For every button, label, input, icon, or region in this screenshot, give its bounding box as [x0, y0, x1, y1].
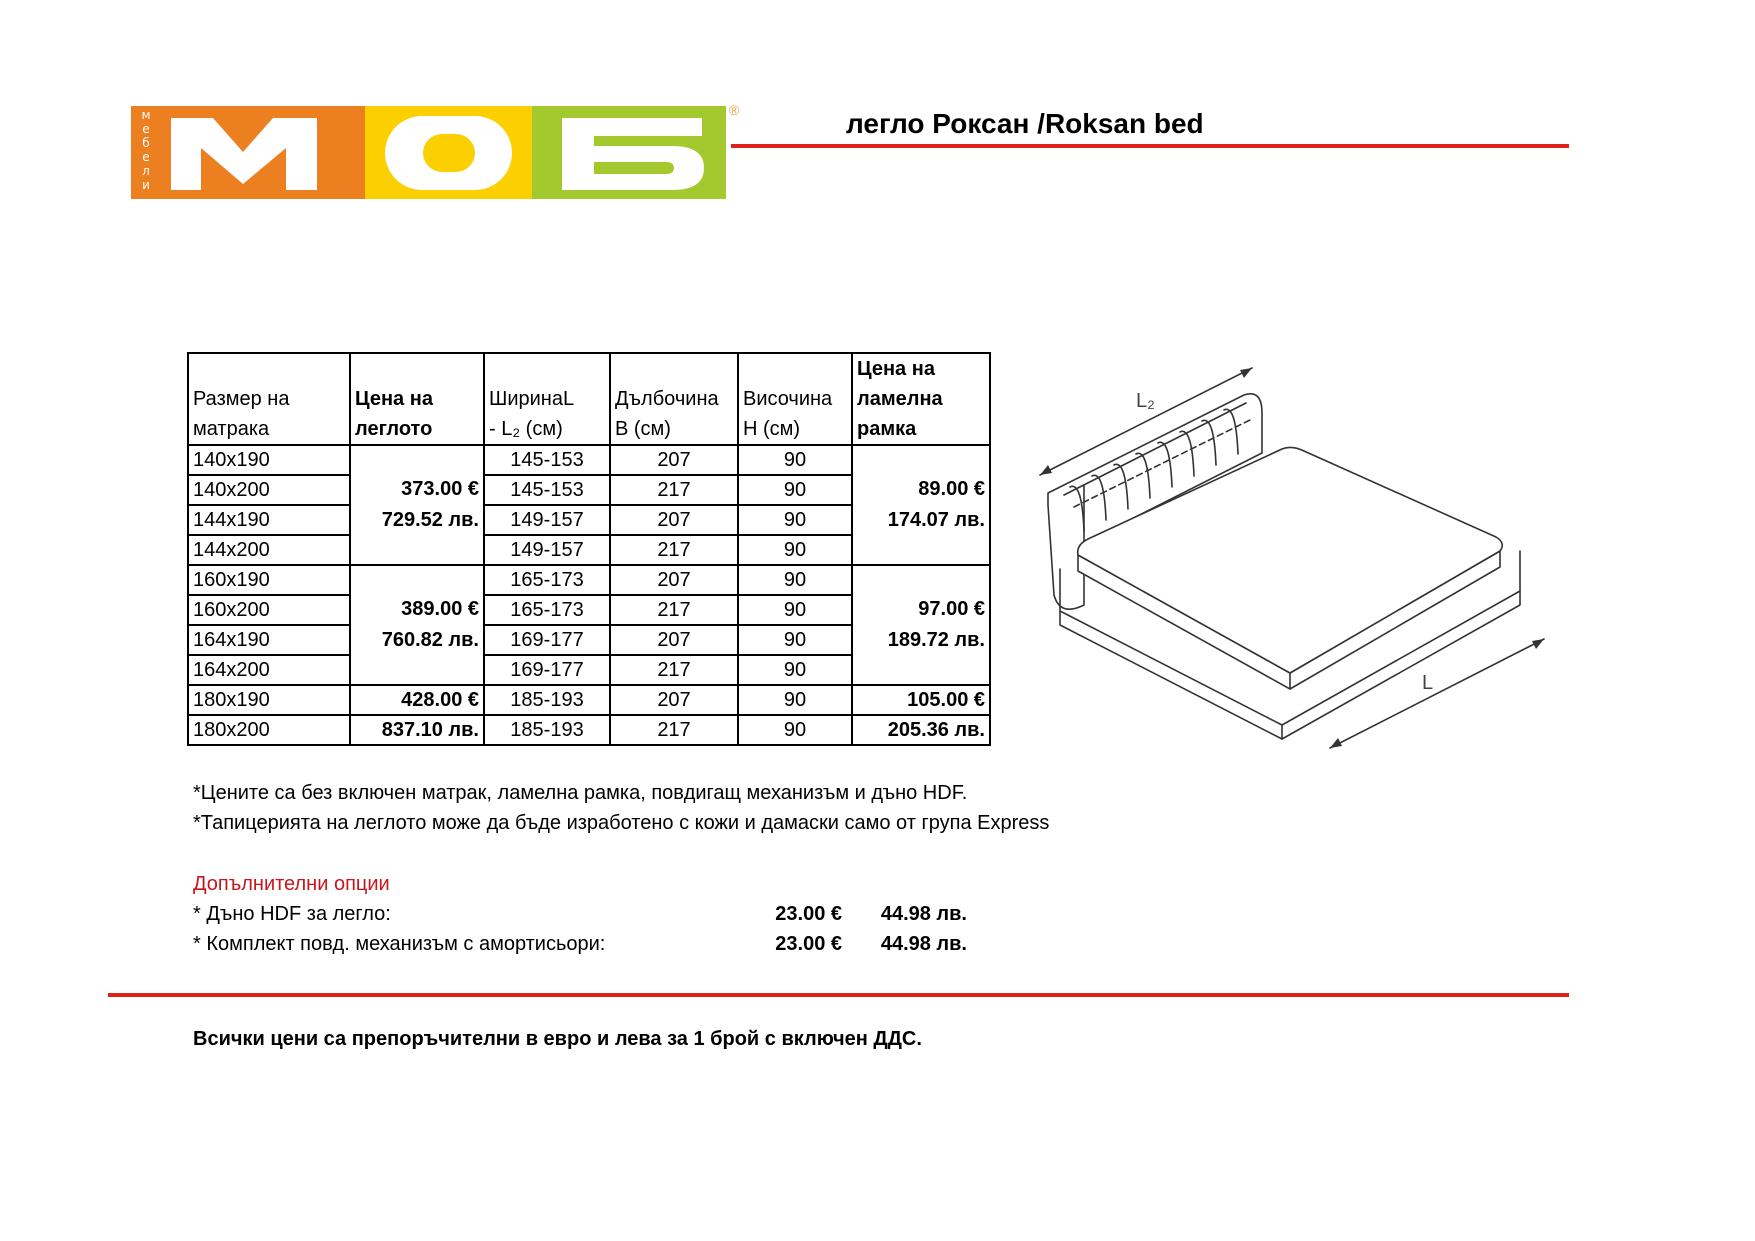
logo-green-block	[532, 106, 726, 199]
header-width: ШиринаL - L₂ (см)	[484, 353, 610, 445]
cell-size: 144x200	[188, 535, 350, 565]
cell-depth: 207	[610, 685, 738, 715]
header-height: Височина H (см)	[738, 353, 852, 445]
logo-letter-m	[131, 106, 365, 199]
option-row	[193, 933, 993, 959]
cell-height: 90	[738, 625, 852, 655]
option-price-bgn: 44.98 лв.	[880, 903, 967, 925]
cell-width: 185-193	[484, 715, 610, 745]
logo-orange-block	[131, 106, 365, 199]
cell-frame-price-eur: 105.00 €	[852, 685, 990, 715]
note-prices-exclusion: *Цените са без включен матрак, ламелна рамка, повдигащ механизъм и дъно HDF.	[193, 782, 968, 804]
label-l2: L₂	[1136, 390, 1155, 412]
cell-bed-price: 373.00 € 729.52 лв.	[350, 445, 484, 565]
logo-letter-o	[365, 106, 532, 199]
cell-bed-price-eur: 428.00 €	[350, 685, 484, 715]
cell-depth: 217	[610, 535, 738, 565]
header-frame-price: Цена на ламелна рамка	[852, 353, 990, 445]
note-upholstery: *Тапицерията на леглото може да бъде изработено с кожи и дамаски само от група Express	[193, 812, 1050, 834]
cell-frame-price: 89.00 € 174.07 лв.	[852, 445, 990, 565]
cell-depth: 217	[610, 475, 738, 505]
price-table	[187, 352, 991, 746]
cell-frame-price: 97.00 € 189.72 лв.	[852, 565, 990, 685]
cell-depth: 217	[610, 715, 738, 745]
cell-depth: 217	[610, 595, 738, 625]
cell-height: 90	[738, 445, 852, 475]
registered-mark: ®	[729, 102, 740, 118]
cell-frame-price-bgn: 205.36 лв.	[852, 715, 990, 745]
cell-size: 180x190	[188, 685, 350, 715]
cell-width: 169-177	[484, 655, 610, 685]
cell-size: 140x200	[188, 475, 350, 505]
dimension-line-l2	[1040, 368, 1252, 475]
logo-side-letter: е	[142, 122, 150, 136]
header-bed-price: Цена на леглото	[350, 353, 484, 445]
option-label: * Комплект повд. механизъм с амортисьори:	[193, 933, 606, 955]
logo-side-letter: и	[142, 178, 150, 192]
table-row	[188, 685, 990, 715]
cell-height: 90	[738, 535, 852, 565]
cell-width: 169-177	[484, 625, 610, 655]
cell-height: 90	[738, 565, 852, 595]
mattress-top	[1078, 447, 1503, 673]
cell-size: 180x200	[188, 715, 350, 745]
cell-width: 165-173	[484, 565, 610, 595]
page-title: легло Роксан /Roksan bed	[846, 108, 1204, 139]
header-size: Размер на матрака	[188, 353, 350, 445]
logo-side-letter: б	[142, 136, 150, 150]
cell-width: 185-193	[484, 685, 610, 715]
cell-size: 140x190	[188, 445, 350, 475]
table-row	[188, 565, 990, 595]
cell-width: 165-173	[484, 595, 610, 625]
cell-height: 90	[738, 595, 852, 625]
cell-height: 90	[738, 685, 852, 715]
cell-size: 164x190	[188, 625, 350, 655]
cell-size: 144x190	[188, 505, 350, 535]
cell-size: 160x190	[188, 565, 350, 595]
cell-depth: 207	[610, 505, 738, 535]
logo-letter-b	[532, 106, 726, 199]
logo-side-letter: е	[142, 150, 150, 164]
cell-width: 149-157	[484, 505, 610, 535]
logo-yellow-block	[365, 106, 532, 199]
cell-depth: 207	[610, 625, 738, 655]
cell-size: 164x200	[188, 655, 350, 685]
table-row	[188, 445, 990, 475]
cell-depth: 217	[610, 655, 738, 685]
cell-depth: 207	[610, 565, 738, 595]
table-header-row	[188, 353, 990, 445]
cell-width: 149-157	[484, 535, 610, 565]
footer-divider	[108, 993, 1569, 997]
cell-height: 90	[738, 655, 852, 685]
option-row	[193, 903, 993, 929]
footer-note: Всички цени са препоръчителни в евро и лева за 1 брой с включен ДДС.	[193, 1028, 922, 1050]
option-price-eur: 23.00 €	[775, 903, 842, 925]
option-label: * Дъно HDF за легло:	[193, 903, 391, 925]
table-row	[188, 715, 990, 745]
label-l: L	[1422, 672, 1434, 694]
cell-width: 145-153	[484, 445, 610, 475]
cell-size: 160x200	[188, 595, 350, 625]
bed-dimension-drawing	[1030, 355, 1550, 755]
cell-height: 90	[738, 715, 852, 745]
title-divider	[731, 144, 1569, 148]
cell-depth: 207	[610, 445, 738, 475]
option-price-eur: 23.00 €	[775, 933, 842, 955]
option-price-bgn: 44.98 лв.	[880, 933, 967, 955]
mob-logo	[131, 102, 740, 199]
logo-side-letter: м	[141, 108, 151, 122]
additional-options-title: Допълнителни опции	[193, 873, 390, 895]
cell-height: 90	[738, 505, 852, 535]
cell-bed-price: 389.00 € 760.82 лв.	[350, 565, 484, 685]
cell-bed-price-bgn: 837.10 лв.	[350, 715, 484, 745]
cell-height: 90	[738, 475, 852, 505]
header-depth: Дълбочина B (см)	[610, 353, 738, 445]
logo-side-letter: л	[142, 164, 150, 178]
cell-width: 145-153	[484, 475, 610, 505]
